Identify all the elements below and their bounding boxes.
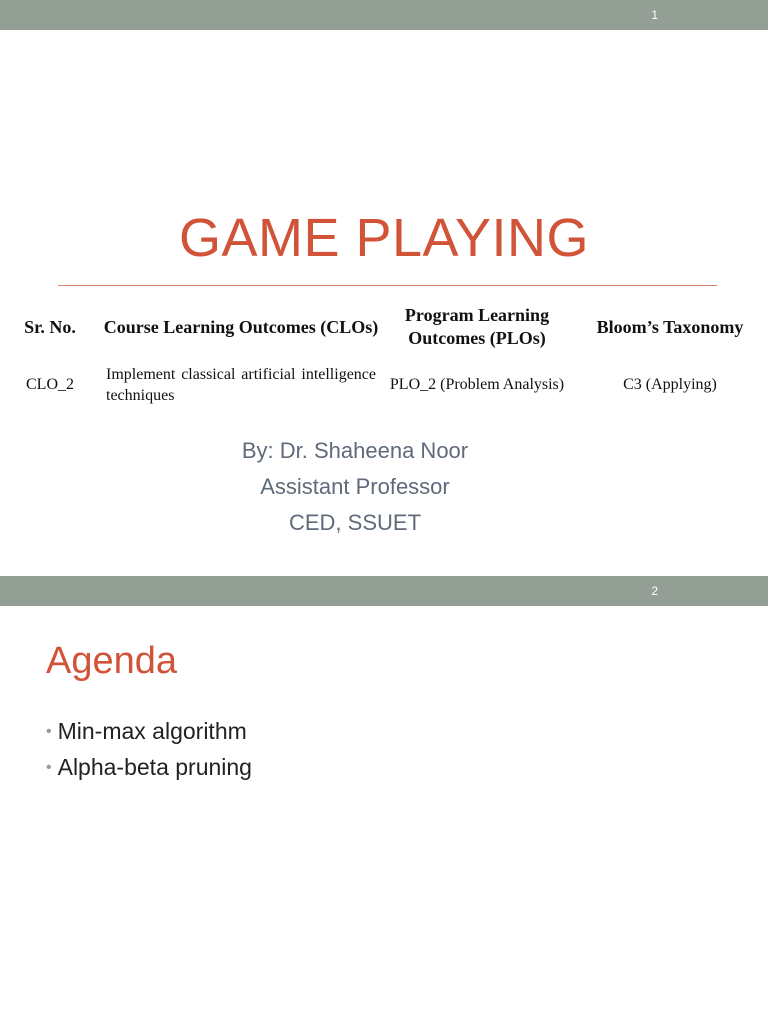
- table-header-cell: Sr. No.: [24, 316, 76, 337]
- slide-number: 2: [651, 584, 658, 598]
- slide-header-bar: [0, 576, 768, 606]
- slide-header-bar: [0, 0, 768, 30]
- slide-2: [0, 576, 768, 1024]
- table-cell: PLO_2 (Problem Analysis): [389, 375, 565, 393]
- list-item-label: Alpha-beta pruning: [57, 754, 252, 780]
- title-divider: [58, 285, 717, 286]
- table-header-cell: Program Learning Outcomes (PLOs): [404, 305, 550, 348]
- table-header-cell: Course Learning Outcomes (CLOs): [103, 316, 379, 337]
- table-header-row: [0, 304, 768, 362]
- list-item: [46, 752, 252, 788]
- author-affiliation: CED, SSUET: [288, 510, 422, 535]
- list-item: [46, 716, 252, 752]
- agenda-list: [46, 716, 252, 788]
- table-cell: CLO_2: [26, 375, 74, 393]
- table-cell: Implement classical artificial intelligence techniques: [106, 366, 376, 404]
- slide-number: 1: [651, 8, 658, 22]
- bullet-icon: •: [46, 759, 52, 776]
- agenda-title: Agenda: [46, 640, 178, 682]
- slide-title: GAME PLAYING: [178, 208, 590, 268]
- table-header-cell: Bloom’s Taxonomy: [596, 316, 744, 337]
- outcomes-table: [0, 304, 768, 406]
- author-title: Assistant Professor: [260, 474, 450, 499]
- table-cell: C3 (Applying): [623, 375, 717, 393]
- list-item-label: Min-max algorithm: [57, 718, 247, 744]
- table-row: [0, 362, 768, 406]
- bullet-icon: •: [46, 723, 52, 740]
- author-name: By: Dr. Shaheena Noor: [241, 438, 469, 463]
